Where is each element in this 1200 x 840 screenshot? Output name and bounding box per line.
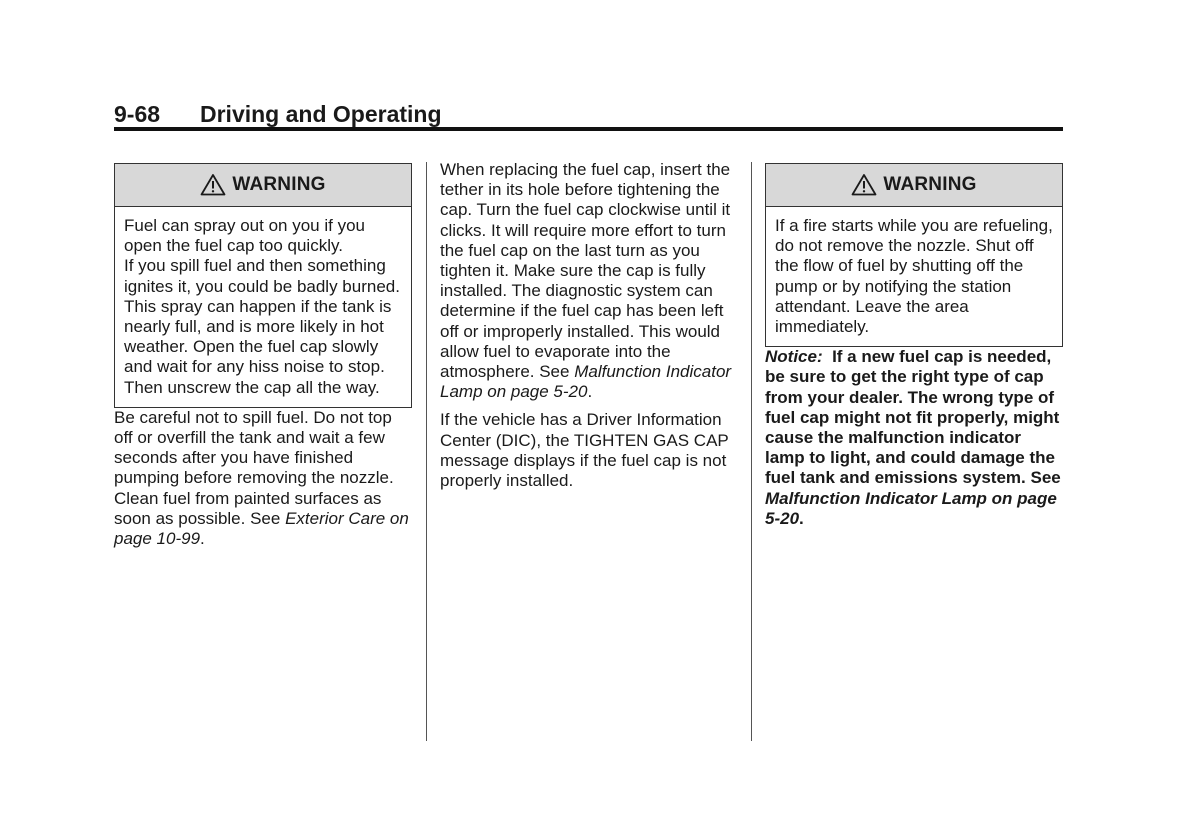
- notice-paragraph: [765, 347, 1063, 529]
- warning-header: [766, 164, 1062, 207]
- warning-body: [766, 207, 1062, 346]
- column-divider-1: [426, 162, 427, 741]
- warning-body: [115, 207, 411, 407]
- paragraph-end: .: [587, 382, 593, 402]
- body-paragraph: [114, 408, 412, 549]
- paragraph-text: When replacing the fuel cap, insert the tether in its hole before tightening the cap. Turn the fuel cap clockwise until it clicks. It will require more effort to turn the fuel cap on the last turn as you tighten it. Make sure the cap is fully installed. The diagnostic system can determine if the fuel cap has been left off or improperly installed. This would allow fuel to evaporate into the atmosphere. See: [440, 160, 731, 382]
- column-divider-2: [751, 162, 752, 741]
- column-2: [440, 160, 740, 499]
- body-paragraph: [440, 160, 740, 402]
- warning-title: WARNING: [232, 173, 326, 195]
- warning-title: WARNING: [883, 173, 977, 195]
- cross-reference-link[interactable]: Exterior Care on page 10-99: [114, 508, 409, 549]
- notice-end: .: [799, 508, 804, 528]
- notice-label: Notice:: [765, 347, 823, 367]
- paragraph-end: .: [200, 529, 205, 549]
- paragraph-text: Be careful not to spill fuel. Do not top off or overfill the tank and wait a few seconds after you have finished pumping before removing the nozzle. Clean fuel from painted surfaces as soon as possible. See: [114, 407, 394, 528]
- cross-reference-link[interactable]: Malfunction Indicator Lamp on page 5-20: [440, 362, 732, 402]
- column-3: [765, 160, 1063, 537]
- column-1: [114, 160, 412, 557]
- warning-triangle-icon: [851, 173, 877, 196]
- notice-text: If a new fuel cap is needed, be sure to get the right type of cap from your dealer. The wrong type of fuel cap might not fit properly, might cause the malfunction indicator lamp to light, and could damage the fuel tank and emissions system. See: [765, 347, 1061, 488]
- cross-reference-link[interactable]: Malfunction Indicator Lamp on page 5-20: [765, 488, 1057, 528]
- body-paragraph: If the vehicle has a Driver Information Center (DIC), the TIGHTEN GAS CAP message displays if the fuel cap is not properly installed.: [440, 410, 729, 491]
- warning-paragraph: If you spill fuel and then something ignites it, you could be badly burned. This spray can happen if the tank is nearly full, and is more likely in hot weather. Open the fuel cap slowly and wait for any hiss noise to stop. Then unscrew the cap all the way.: [124, 256, 400, 397]
- section-title: Driving and Operating: [200, 101, 442, 127]
- warning-box-fuel-spray: [114, 163, 412, 408]
- page-number: 9-68: [114, 101, 161, 127]
- warning-triangle-icon: [200, 173, 226, 196]
- warning-box-fire: [765, 163, 1063, 347]
- warning-paragraph: Fuel can spray out on you if you open the fuel cap too quickly.: [124, 216, 365, 256]
- page-header: [114, 100, 1063, 131]
- warning-header: [115, 164, 411, 207]
- warning-paragraph: If a fire starts while you are refueling, do not remove the nozzle. Shut off the flow of fuel by shutting off the pump or by notifying the station attendant. Leave the area immediately.: [775, 216, 1053, 337]
